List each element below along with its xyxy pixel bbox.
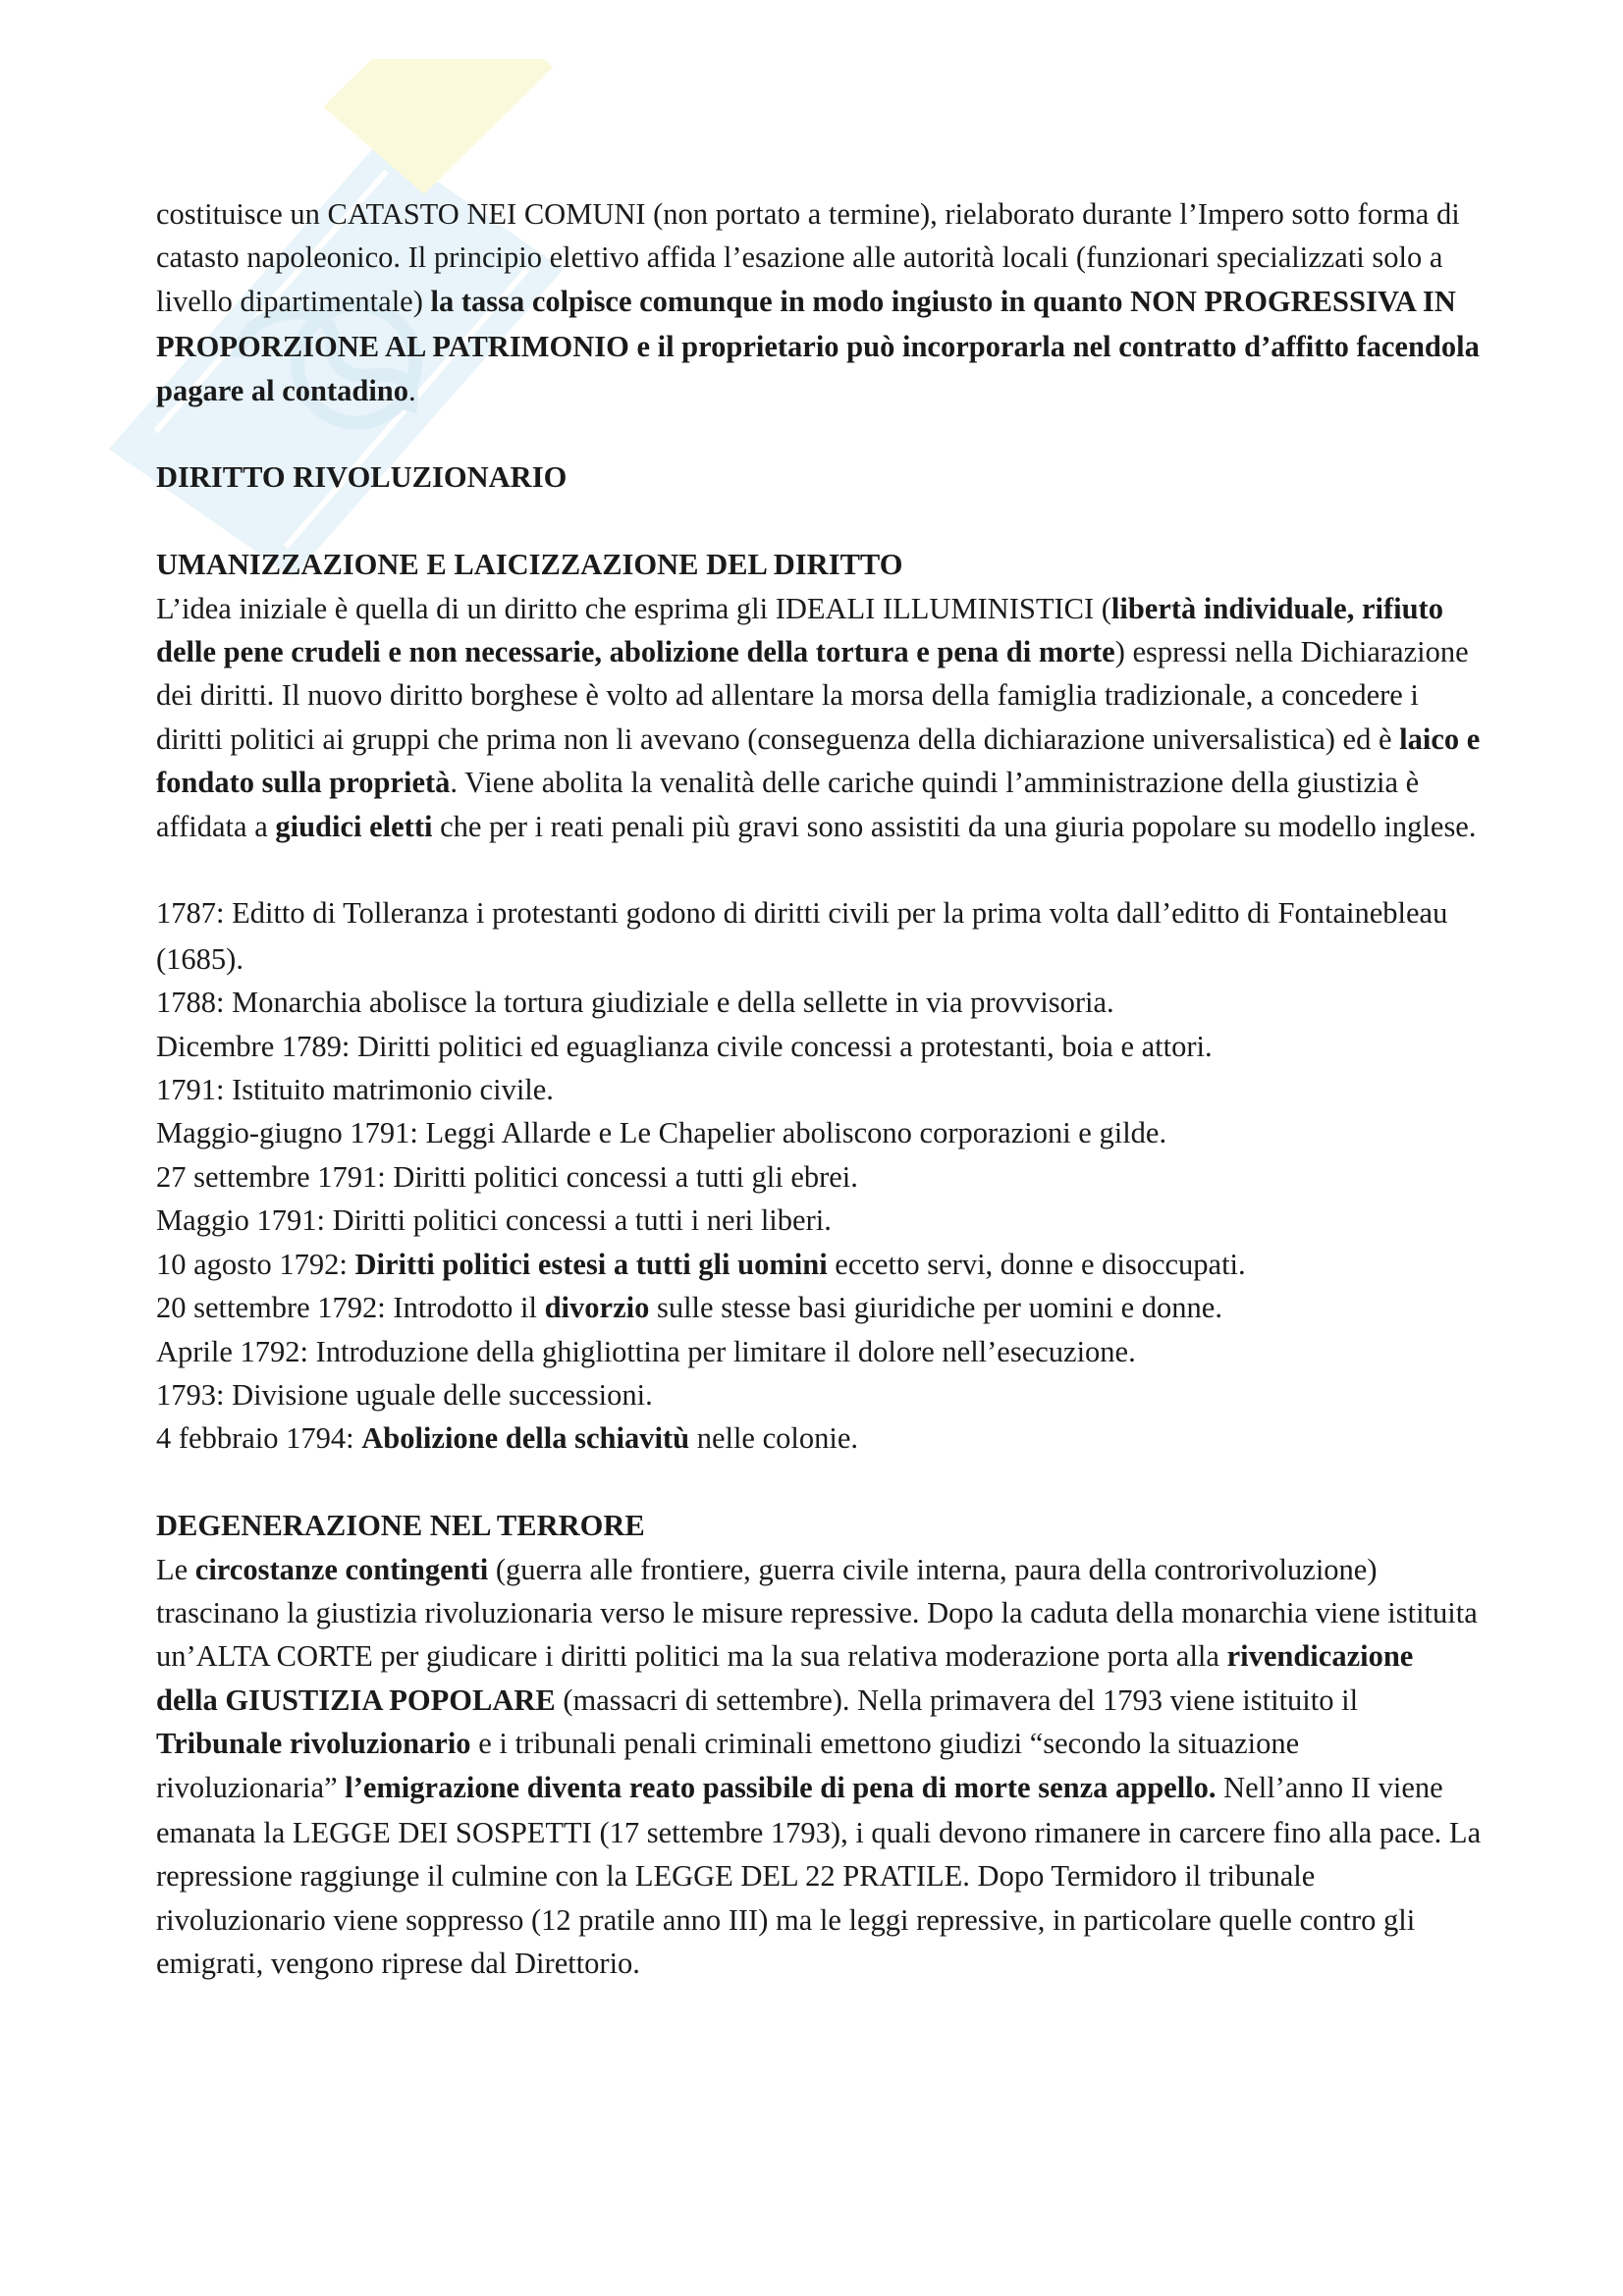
timeline-item: Aprile 1792: Introduzione della ghigliottina per limitare il dolore nell’esecuzione. bbox=[156, 1334, 1136, 1368]
timeline-item: 1793: Divisione uguale delle successioni. bbox=[156, 1377, 653, 1412]
timeline-item: Dicembre 1789: Diritti politici ed eguaglianza civile concessi a protestanti, boia e attori. bbox=[156, 1029, 1213, 1063]
timeline-item: 1791: Istituito matrimonio civile. bbox=[156, 1073, 554, 1107]
bold-text: laico e fondato sulla proprietà bbox=[156, 721, 1481, 800]
timeline-item: 1787: Editto di Tolleranza i protestanti godono di diritti civili per la prima volta dall’editto di Fontainebleau (1685). bbox=[156, 896, 1448, 976]
timeline-item: 4 febbraio 1794: Abolizione della schiavitù nelle colonie. bbox=[156, 1421, 858, 1456]
bold-text: giudici eletti bbox=[275, 809, 433, 843]
paragraph-ideali: L’idea iniziale è quella di un diritto che esprima gli IDEALI ILLUMINISTICI (libertà individuale, rifiuto delle pene crudeli e non necessarie, abolizione della tortura e pena di morte) espressi nella Dichiarazione dei diritti. Il nuovo diritto borghese è volto ad allentare la morsa della famiglia tradizionale, a concedere i diritti politici ai gruppi che prima non li avevano (conseguenza della dichiarazione universalistica) ed è laico e fondato sulla proprietà. Viene abolita la venalità delle cariche quindi l’amministrazione della giustizia è affidata a giudici eletti che per i reati penali più gravi sono assistiti da una giuria popolare su modello inglese. bbox=[156, 591, 1481, 843]
heading-umanizzazione: UMANIZZAZIONE E LAICIZZAZIONE DEL DIRITTO bbox=[156, 548, 903, 582]
bold-text: Abolizione della schiavitù bbox=[361, 1421, 690, 1456]
timeline-item: 27 settembre 1791: Diritti politici concessi a tutti gli ebrei. bbox=[156, 1159, 858, 1194]
heading-diritto-rivoluzionario: DIRITTO RIVOLUZIONARIO bbox=[156, 460, 568, 495]
timeline-list bbox=[156, 891, 1482, 1460]
bold-text: l’emigrazione diventa reato passibile di pena di morte senza appello. bbox=[345, 1770, 1217, 1804]
bold-text: la tassa colpisce comunque in modo ingiusto in quanto NON PROGRESSIVA IN PROPORZIONE AL PATRIMONIO e il proprietario può incorporarla nel contratto d’affitto facendola pagare al contadino bbox=[156, 284, 1480, 407]
bold-text: Tribunale rivoluzionario bbox=[156, 1727, 471, 1761]
timeline-item: Maggio 1791: Diritti politici concessi a tutti i neri liberi. bbox=[156, 1203, 832, 1238]
paragraph-catasto: costituisce un CATASTO NEI COMUNI (non portato a termine), rielaborato durante l’Impero sotto forma di catasto napoleonico. Il principio elettivo affida l’esazione alle autorità locali (funzionari specializzati solo a livello dipartimentale) la tassa colpisce comunque in modo ingiusto in quanto NON PROGRESSIVA IN PROPORZIONE AL PATRIMONIO e il proprietario può incorporarla nel contratto d’affitto facendola pagare al contadino. bbox=[156, 197, 1480, 407]
timeline-item: 1788: Monarchia abolisce la tortura giudiziale e della sellette in via provvisoria. bbox=[156, 986, 1114, 1020]
document-page bbox=[156, 192, 1482, 1986]
timeline-item: 20 settembre 1792: Introdotto il divorzio sulle stesse basi giuridiche per uomini e donne. bbox=[156, 1291, 1222, 1325]
timeline-item: Maggio-giugno 1791: Leggi Allarde e Le Chapelier aboliscono corporazioni e gilde. bbox=[156, 1116, 1167, 1150]
bold-text: libertà individuale, rifiuto delle pene crudeli e non necessarie, abolizione della tortura e pena di morte bbox=[156, 591, 1443, 669]
bold-text: divorzio bbox=[544, 1291, 650, 1325]
bold-text: rivendicazione della GIUSTIZIA POPOLARE bbox=[156, 1639, 1414, 1717]
bold-text: circostanze contingenti bbox=[194, 1552, 489, 1586]
timeline-item: 10 agosto 1792: Diritti politici estesi a tutti gli uomini eccetto servi, donne e disoccupati. bbox=[156, 1247, 1246, 1281]
heading-degenerazione: DEGENERAZIONE NEL TERRORE bbox=[156, 1509, 645, 1543]
paragraph-terrore: Le circostanze contingenti (guerra alle frontiere, guerra civile interna, paura della controrivoluzione) trascinano la giustizia rivoluzionaria verso le misure repressive. Dopo la caduta della monarchia viene istituita un’ALTA CORTE per giudicare i diritti politici ma la sua relativa moderazione porta alla rivendicazione della GIUSTIZIA POPOLARE (massacri di settembre). Nella primavera del 1793 viene istituito il Tribunale rivoluzionario e i tribunali penali criminali emettono giudizi “secondo la situazione rivoluzionaria” l’emigrazione diventa reato passibile di pena di morte senza appello. Nell’anno II viene emanata la LEGGE DEI SOSPETTI (17 settembre 1793), i quali devono rimanere in carcere fino alla pace. La repressione raggiunge il culmine con la LEGGE DEL 22 PRATILE. Dopo Termidoro il tribunale rivoluzionario viene soppresso (12 pratile anno III) ma le leggi repressive, in particolare quelle contro gli emigrati, vengono riprese dal Direttorio. bbox=[156, 1552, 1482, 1981]
bold-text: Diritti politici estesi a tutti gli uomini bbox=[354, 1247, 828, 1281]
